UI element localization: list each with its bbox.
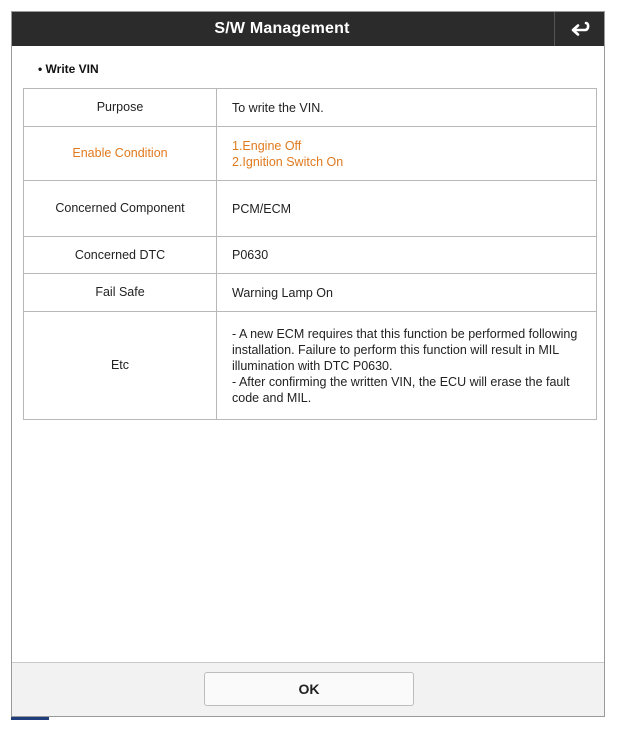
value-line: - After confirming the written VIN, the ECU will erase the fault code and MIL. [232, 374, 570, 405]
value-line: P0630 [232, 248, 269, 262]
row-value-purpose [217, 89, 597, 127]
table-row [24, 181, 597, 237]
value-line: PCM/ECM [232, 201, 292, 216]
row-value-etc [217, 312, 597, 420]
row-value-concerned-dtc [217, 237, 597, 274]
row-label-enable-condition: Enable Condition [24, 127, 217, 181]
title-bar [12, 12, 604, 46]
ok-button[interactable]: OK [204, 672, 414, 706]
bottom-edge-mark [11, 717, 49, 720]
value-line: 2.Ignition Switch On [232, 154, 344, 169]
row-value-fail-safe [217, 274, 597, 312]
table-row [24, 274, 597, 312]
row-label-etc: Etc [24, 312, 217, 420]
value-line: 1.Engine Off [232, 138, 302, 153]
dialog-footer [12, 662, 604, 716]
row-label-concerned-dtc: Concerned DTC [24, 237, 217, 274]
info-table [23, 88, 597, 420]
table-row [24, 89, 597, 127]
table-row [24, 127, 597, 181]
return-arrow-icon [569, 21, 591, 37]
table-row [24, 312, 597, 420]
value-line: - A new ECM requires that this function be performed following installation. Failure to perform this function will result in MIL illumination with DTC P0630. [232, 326, 578, 373]
back-button[interactable] [554, 12, 604, 46]
section-label: • Write VIN [38, 62, 99, 76]
window-title: S/W Management [214, 20, 350, 37]
sw-management-dialog [11, 11, 605, 717]
row-label-concerned-component: Concerned Component [24, 181, 217, 237]
row-label-purpose: Purpose [24, 89, 217, 127]
value-line: Warning Lamp On [232, 285, 333, 300]
row-label-fail-safe: Fail Safe [24, 274, 217, 312]
row-value-enable-condition [217, 127, 597, 181]
value-line: To write the VIN. [232, 100, 324, 115]
row-value-concerned-component [217, 181, 597, 237]
table-row [24, 237, 597, 274]
